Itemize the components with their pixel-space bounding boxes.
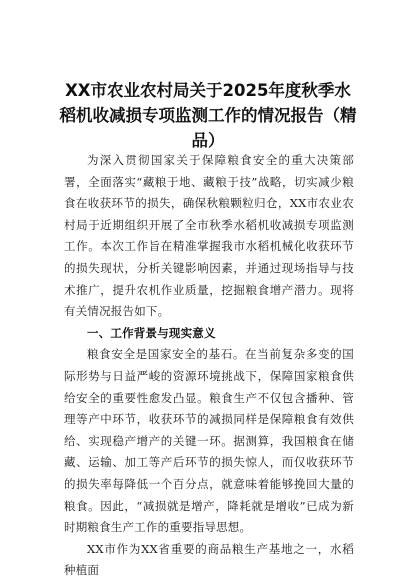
document-body [64, 150, 354, 582]
section-paragraph: 粮食安全是国家安全的基石。在当前复杂多变的国际形势与日益严峻的资源环境挑战下，保障国家粮食供给安全的重要性愈发凸显。粮食生产不仅包含播种、管理等产中环节，收获环节的减损同样是保障粮食有效供给、实现稳产增产的关键一环。据测算，我国粮食在储藏、运输、加工等产后环节的损失惊人，而仅收获环节的损失率每降低一个百分点，就意味着能够挽回大量的粮食。因此，“减损就是增产，降耗就是增收”已成为新时期粮食生产工作的重要指导思想。 [64, 347, 354, 535]
intro-paragraph: 为深入贯彻国家关于保障粮食安全的重大决策部署，全面落实“藏粮于地、藏粮于技”战略，切实减少粮食在收获环节的损失，确保秋粮颗粒归仓，XX市农业农村局于近期组织开展了全市秋季水稻机收减损专项监测工作。本次工作旨在精准掌握我市水稻机械化收获环节的损失现状，分析关键影响因素，并通过现场指导与技术推广，提升农机作业质量，挖掘粮食增产潜力。现将有关情况报告如下。 [64, 153, 354, 319]
section-paragraph: XX市作为XX省重要的商品粮生产基地之一，水稻种植面 [64, 541, 354, 578]
section-heading: 一、工作背景与现实意义 [87, 325, 216, 340]
document-title: XX市农业农村局关于2025年度秋季水稻机收减损专项监测工作的情况报告（精品） [59, 81, 357, 150]
